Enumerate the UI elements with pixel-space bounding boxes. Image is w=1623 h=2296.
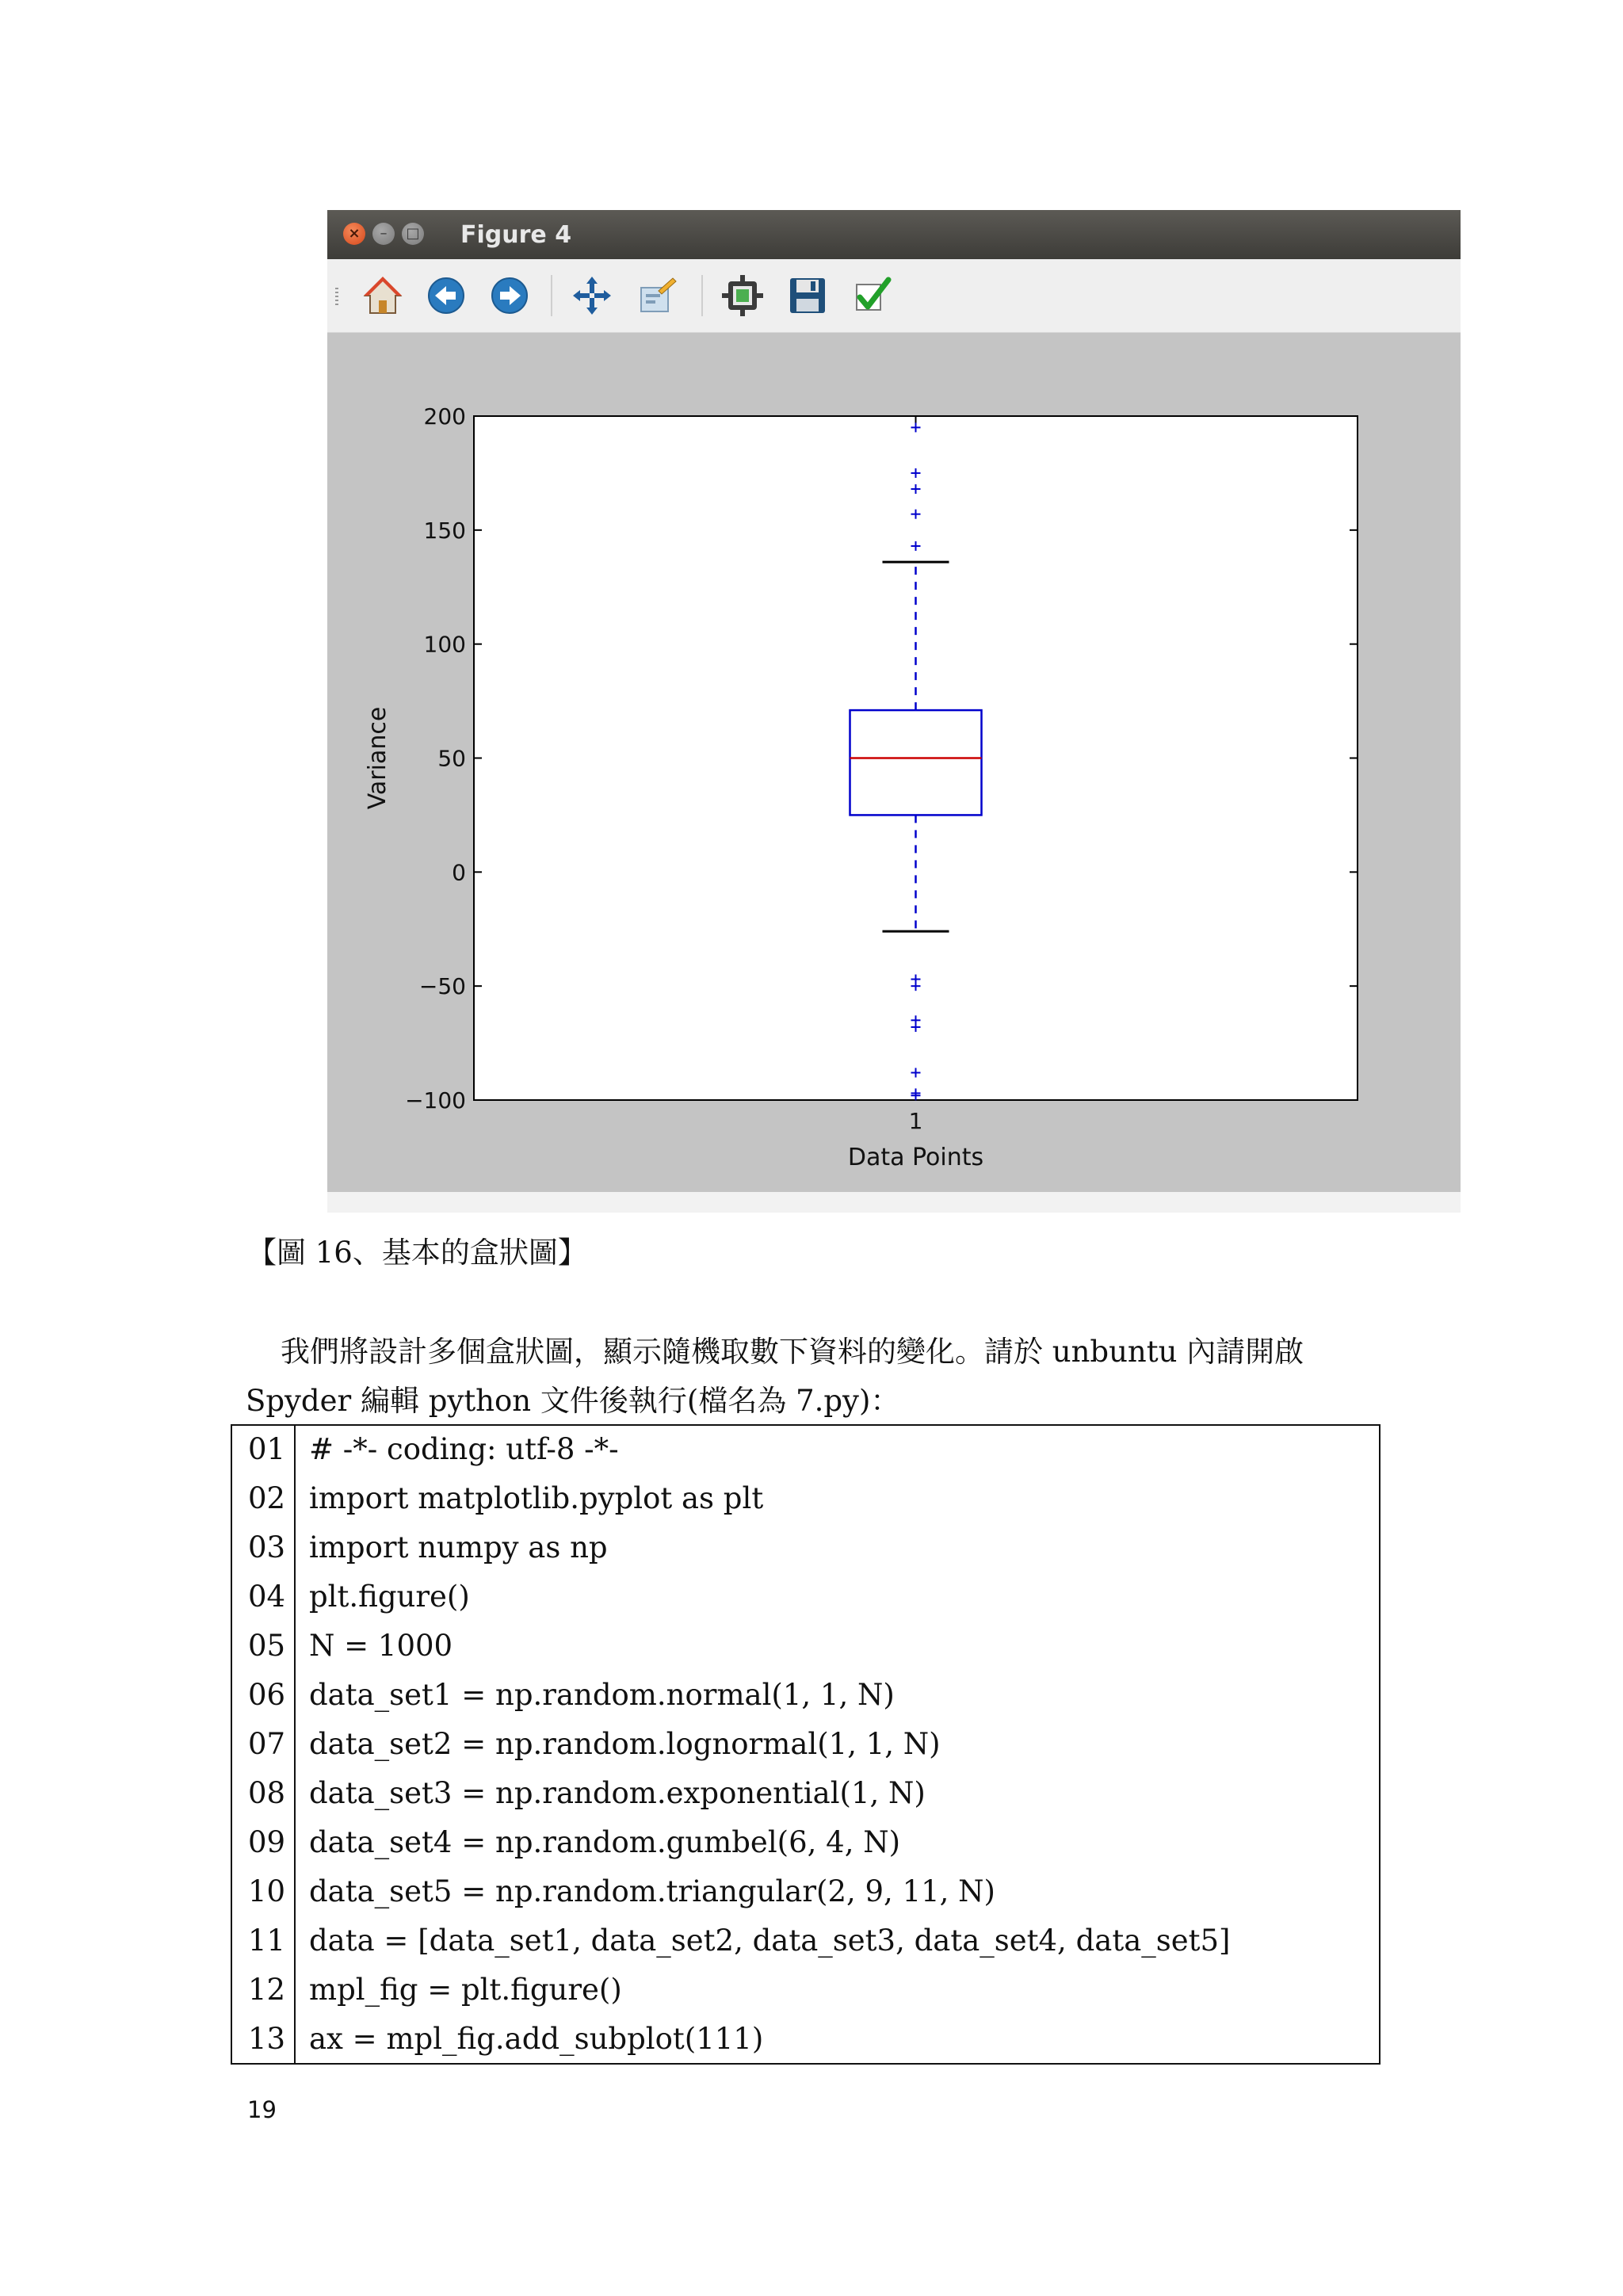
y-tick-label: 200	[423, 403, 466, 430]
line-number: 03	[248, 1530, 286, 1564]
code-line	[232, 1573, 1379, 1622]
line-number: 12	[248, 1973, 286, 2007]
title-bar	[327, 210, 1461, 259]
line-number: 01	[248, 1432, 286, 1466]
boxplot-chart	[327, 332, 1461, 1192]
code-line	[232, 1868, 1379, 1917]
status-bar	[327, 1192, 1461, 1213]
line-number: 04	[248, 1580, 286, 1614]
x-axis-label: Data Points	[847, 1144, 984, 1171]
forward-arrow-icon[interactable]	[487, 273, 532, 318]
x-tick-label: 1	[908, 1108, 923, 1134]
line-number: 05	[248, 1629, 286, 1663]
code-line	[232, 1524, 1379, 1573]
code-text: plt.figure()	[309, 1580, 470, 1614]
pan-icon[interactable]	[570, 273, 614, 318]
code-listing	[231, 1424, 1381, 2065]
code-line	[232, 1671, 1379, 1721]
code-text: import matplotlib.pyplot as plt	[309, 1481, 764, 1515]
line-number: 08	[248, 1776, 286, 1810]
paragraph-line-1: 我們將設計多個盒狀圖，顯示隨機取數下資料的變化。請於 unbuntu 內請開啟	[281, 1335, 1304, 1369]
line-number: 10	[248, 1874, 286, 1908]
toolbar-grip[interactable]	[335, 288, 338, 305]
code-text: data_set1 = np.random.normal(1, 1, N)	[309, 1678, 895, 1712]
minimize-window-button[interactable]: –	[372, 223, 395, 245]
code-text: N = 1000	[309, 1629, 453, 1663]
plot-area	[327, 332, 1461, 1192]
code-text: import numpy as np	[309, 1530, 608, 1564]
toolbar	[327, 259, 1461, 333]
window-title: Figure 4	[460, 221, 572, 249]
toolbar-separator	[701, 275, 703, 316]
code-line	[232, 1475, 1379, 1524]
code-text: mpl_fig = plt.figure()	[309, 1973, 622, 2007]
maximize-window-button[interactable]: □	[402, 223, 424, 245]
line-number: 07	[248, 1727, 286, 1761]
code-text: data_set4 = np.random.gumbel(6, 4, N)	[309, 1825, 901, 1859]
code-line	[232, 1966, 1379, 2015]
code-line	[232, 1917, 1379, 1966]
toolbar-separator	[551, 275, 552, 316]
line-number: 13	[248, 2022, 286, 2056]
code-text: data_set5 = np.random.triangular(2, 9, 11, N)	[309, 1874, 995, 1908]
code-text: data_set2 = np.random.lognormal(1, 1, N)	[309, 1727, 941, 1761]
code-line	[232, 1426, 1379, 1475]
figure-caption: 【圖 16、基本的盒狀圖】	[247, 1236, 587, 1270]
code-line	[232, 1819, 1379, 1868]
save-icon[interactable]	[785, 273, 830, 318]
code-line	[232, 1770, 1379, 1819]
code-line	[232, 2015, 1379, 2065]
line-number: 06	[248, 1678, 286, 1712]
y-tick-label: 50	[437, 745, 466, 772]
line-number: 09	[248, 1825, 286, 1859]
code-text: data = [data_set1, data_set2, data_set3, data_set4, data_set5]	[309, 1924, 1231, 1958]
page-number: 19	[247, 2096, 277, 2123]
close-window-button[interactable]: ×	[343, 223, 365, 245]
y-tick-label: 0	[452, 859, 466, 886]
y-tick-label: −50	[418, 973, 466, 1000]
y-tick-label: −100	[405, 1087, 466, 1114]
edit-check-icon[interactable]	[850, 273, 895, 318]
back-arrow-icon[interactable]	[424, 273, 468, 318]
code-text: data_set3 = np.random.exponential(1, N)	[309, 1776, 926, 1810]
y-tick-label: 150	[423, 517, 466, 544]
subplots-icon[interactable]	[720, 273, 765, 318]
code-line	[232, 1721, 1379, 1770]
code-line	[232, 1622, 1379, 1671]
line-number: 02	[248, 1481, 286, 1515]
home-icon[interactable]	[361, 273, 405, 318]
code-text: # -*- coding: utf-8 -*-	[309, 1432, 619, 1466]
y-tick-label: 100	[423, 631, 466, 658]
code-text: ax = mpl_fig.add_subplot(111)	[309, 2022, 764, 2056]
zoom-icon[interactable]	[635, 273, 679, 318]
y-axis-label: Variance	[364, 706, 391, 810]
figure-window	[327, 210, 1461, 1213]
line-number: 11	[248, 1924, 286, 1958]
paragraph-line-2: Spyder 編輯 python 文件後執行(檔名為 7.py)：	[246, 1384, 900, 1418]
